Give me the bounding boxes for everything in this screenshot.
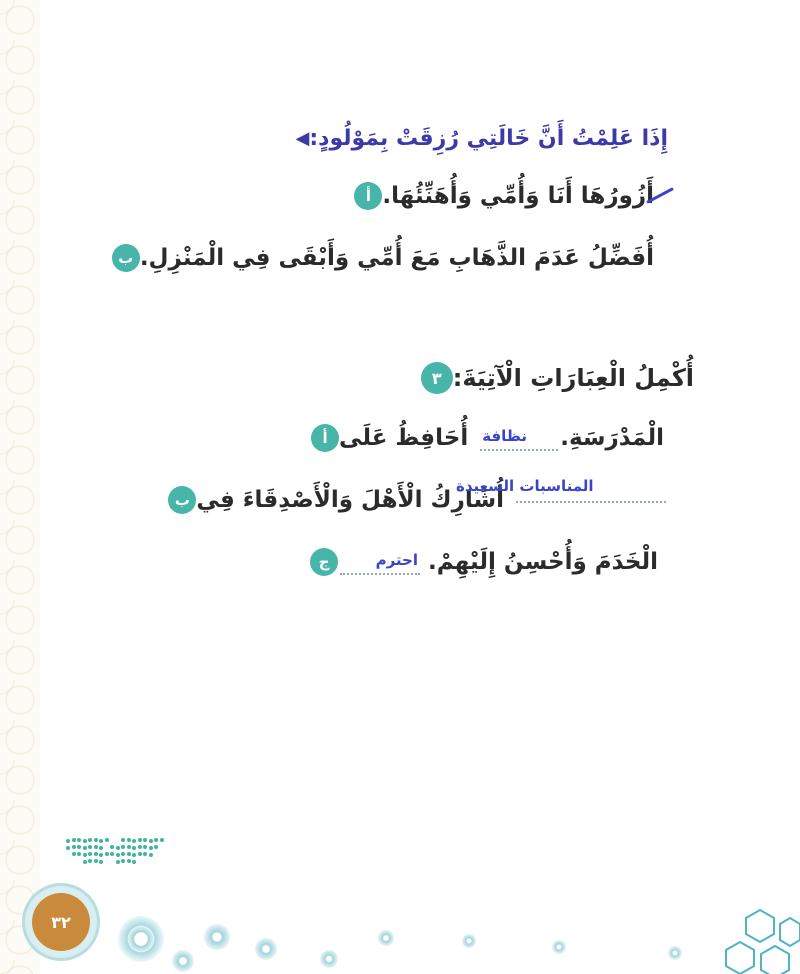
- fill-item-a-after: الْمَدْرَسَةِ.: [560, 425, 664, 451]
- flower-ornament-icon: [552, 940, 566, 954]
- logo-dot: [121, 838, 125, 842]
- logo-dot: [99, 860, 103, 864]
- logo-dot: [127, 859, 131, 863]
- logo-dot: [121, 859, 125, 863]
- logo-dot: [94, 838, 98, 842]
- logo-dot: [66, 846, 70, 850]
- flower-ornament-icon: [378, 930, 394, 946]
- fill-item-b: [168, 477, 668, 514]
- logo-dot: [88, 838, 92, 842]
- question-title: إِذَا عَلِمْتُ أَنَّ خَالَتِي رُزِقَتْ بِمَوْلُودٍ:: [309, 126, 668, 151]
- logo-dot: [154, 838, 158, 842]
- logo-dot: [116, 853, 120, 857]
- logo-dot: [121, 852, 125, 856]
- logo-dot: [149, 853, 153, 857]
- logo-dot: [72, 838, 76, 842]
- logo-dot: [83, 846, 87, 850]
- logo-dot: [143, 852, 147, 856]
- handwritten-answer-a: نظافة: [482, 427, 528, 445]
- flower-ornament-icon: [172, 950, 194, 972]
- fill-item-a-badge: أ: [311, 424, 339, 452]
- question-number-badge: ٣: [421, 362, 453, 394]
- logo-dot: [66, 839, 70, 843]
- logo-dot: [77, 845, 81, 849]
- logo-dot: [88, 852, 92, 856]
- logo-dot: [77, 838, 81, 842]
- logo-dot: [132, 839, 136, 843]
- fill-item-b-badge: ب: [168, 486, 196, 514]
- logo-dot: [138, 838, 142, 842]
- handwritten-answer-b: المناسبات السعيدة: [456, 477, 594, 495]
- option-b[interactable]: [112, 244, 664, 272]
- logo-dot: [72, 852, 76, 856]
- logo-dot: [94, 845, 98, 849]
- logo-dot: [127, 838, 131, 842]
- logo-dot: [127, 852, 131, 856]
- logo-dot: [83, 839, 87, 843]
- geometric-corner-ornament: [720, 904, 800, 974]
- flower-ornament-icon: [118, 916, 164, 962]
- pointer-arrow-icon: ◀: [295, 128, 310, 149]
- logo-dot: [83, 853, 87, 857]
- option-a-badge: أ: [354, 182, 382, 210]
- logo-dot: [116, 846, 120, 850]
- fill-item-c-after: الْخَدَمَ وَأُحْسِنُ إِلَيْهِمْ.: [428, 549, 658, 575]
- logo-dot: [83, 860, 87, 864]
- flower-ornament-icon: [204, 924, 230, 950]
- logo-dot: [94, 859, 98, 863]
- logo-dot: [149, 839, 153, 843]
- logo-dot: [143, 845, 147, 849]
- handwritten-answer-c: احترم: [375, 551, 419, 569]
- logo-dot: [138, 852, 142, 856]
- logo-dot: [88, 845, 92, 849]
- option-a-text: أَزُورُهَا أَنَا وَأُمِّي وَأُهَنِّئُهَا.: [382, 183, 654, 209]
- question-heading: [288, 126, 668, 151]
- flower-ornament-icon: [668, 946, 682, 960]
- logo-dot: [160, 838, 164, 842]
- logo-dot: [154, 845, 158, 849]
- fill-item-b-before: أُشَارِكُ الْأَهْلَ وَالْأَصْدِقَاءَ فِي: [196, 487, 504, 513]
- logo-dot: [138, 845, 142, 849]
- ministry-logo-dots: [66, 838, 164, 870]
- logo-dot: [88, 859, 92, 863]
- question-3-title: أُكْمِلُ الْعِبَارَاتِ الْآتِيَةَ:: [452, 364, 694, 392]
- fill-item-c-badge: ج: [310, 548, 338, 576]
- logo-dot: [143, 838, 147, 842]
- question-3-heading: [421, 362, 704, 394]
- logo-dot: [132, 860, 136, 864]
- fill-blank-b[interactable]: [456, 477, 666, 503]
- decorative-border: [0, 0, 40, 974]
- logo-dot: [132, 853, 136, 857]
- logo-dot: [110, 852, 114, 856]
- logo-dot: [127, 845, 131, 849]
- flower-ornament-icon: [320, 950, 338, 968]
- logo-dot: [116, 860, 120, 864]
- option-a[interactable]: [354, 182, 664, 210]
- logo-dot: [105, 852, 109, 856]
- fill-blank-a[interactable]: [480, 425, 558, 451]
- logo-dot: [105, 838, 109, 842]
- option-b-badge: ب: [112, 244, 140, 272]
- logo-dot: [99, 846, 103, 850]
- logo-dot: [77, 852, 81, 856]
- logo-dot: [121, 845, 125, 849]
- option-b-text: أُفَضِّلُ عَدَمَ الذَّهَابِ مَعَ أُمِّي وَأَبْقَى فِي الْمَنْزِلِ.: [139, 245, 654, 271]
- logo-dot: [132, 846, 136, 850]
- logo-dot: [94, 852, 98, 856]
- logo-dot: [149, 846, 153, 850]
- page-number-badge: ٣٢: [32, 893, 90, 951]
- logo-dot: [110, 845, 114, 849]
- flower-ornament-icon: [462, 934, 476, 948]
- flower-ornament-icon: [255, 938, 277, 960]
- fill-item-c: [310, 548, 668, 576]
- fill-item-a: [311, 424, 668, 452]
- logo-dot: [99, 853, 103, 857]
- fill-blank-c[interactable]: [340, 549, 420, 575]
- fill-item-a-before: أُحَافِظُ عَلَى: [339, 425, 469, 451]
- logo-dot: [99, 839, 103, 843]
- logo-dot: [72, 845, 76, 849]
